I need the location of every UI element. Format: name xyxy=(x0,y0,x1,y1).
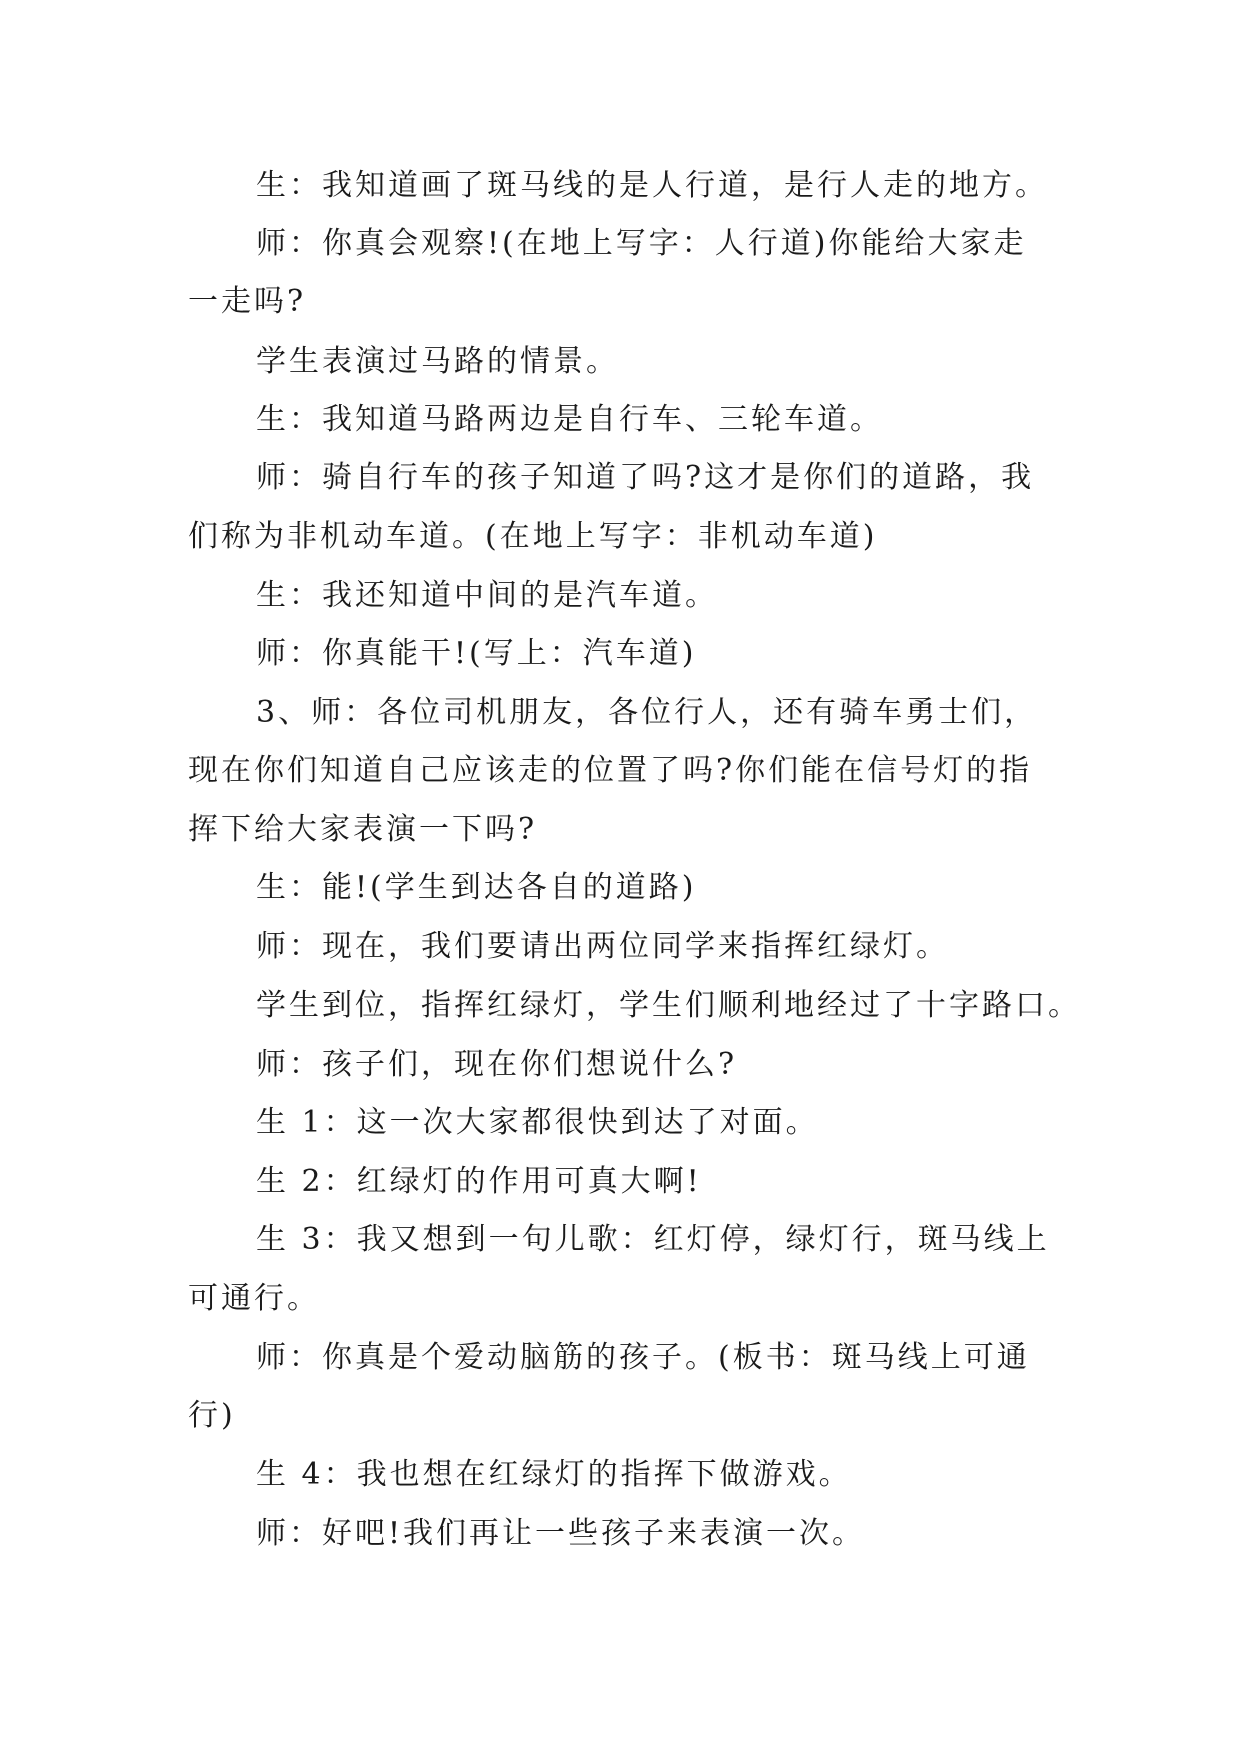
text-line: 生：我知道画了斑马线的是人行道，是行人走的地方。 xyxy=(256,168,1048,203)
text-line: 可通行。 xyxy=(188,1281,320,1316)
text-line: 生：我还知道中间的是汽车道。 xyxy=(256,578,718,613)
text-line: 生 3：我又想到一句儿歌：红灯停，绿灯行，斑马线上 xyxy=(256,1222,1050,1257)
text-line: 师：好吧!我们再让一些孩子来表演一次。 xyxy=(256,1516,866,1551)
text-line: 师：你真是个爱动脑筋的孩子。(板书：斑马线上可通 xyxy=(256,1340,1030,1375)
text-line: 挥下给大家表演一下吗? xyxy=(188,812,538,847)
text-line: 3、师：各位司机朋友，各位行人，还有骑车勇士们， xyxy=(256,695,1038,730)
text-line: 师：你真会观察!(在地上写字：人行道)你能给大家走 xyxy=(256,226,1027,261)
text-line: 师：骑自行车的孩子知道了吗?这才是你们的道路，我 xyxy=(256,460,1035,495)
text-line: 师：现在，我们要请出两位同学来指挥红绿灯。 xyxy=(256,929,949,964)
text-line: 生 1：这一次大家都很快到达了对面。 xyxy=(256,1105,819,1140)
text-line: 生：我知道马路两边是自行车、三轮车道。 xyxy=(256,402,883,437)
text-line: 生：能!(学生到达各自的道路) xyxy=(256,870,697,905)
text-line: 现在你们知道自己应该走的位置了吗?你们能在信号灯的指 xyxy=(188,753,1033,788)
text-line: 师：孩子们，现在你们想说什么? xyxy=(256,1047,738,1082)
text-line: 行) xyxy=(188,1398,236,1433)
text-line: 师：你真能干!(写上：汽车道) xyxy=(256,636,697,671)
text-line: 学生到位，指挥红绿灯，学生们顺利地经过了十字路口。 xyxy=(256,988,1081,1023)
text-line: 生 2：红绿灯的作用可真大啊! xyxy=(256,1164,702,1199)
text-line: 们称为非机动车道。(在地上写字：非机动车道) xyxy=(188,519,878,554)
text-line: 学生表演过马路的情景。 xyxy=(256,344,619,379)
text-line: 生 4：我也想在红绿灯的指挥下做游戏。 xyxy=(256,1457,852,1492)
text-line: 一走吗? xyxy=(188,284,307,319)
